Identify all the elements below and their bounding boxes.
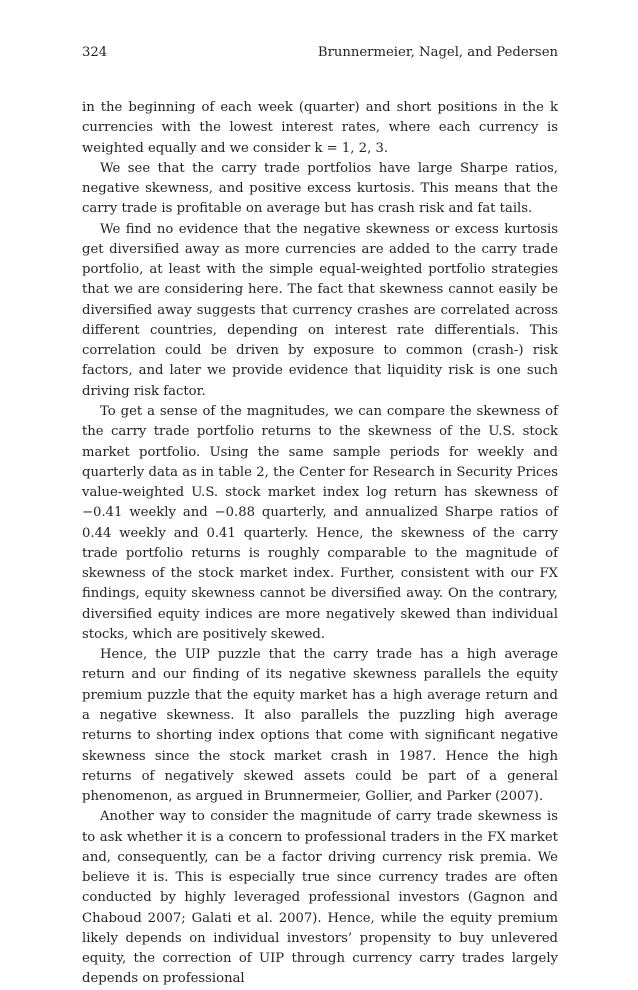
paragraph-2: We see that the carry trade portfolios have large Sharpe ratios, negative skewness, and positive excess kurtosis. This means that the carry trade is profitable on average but has crash risk and fat tails. <box>82 160 558 217</box>
document-page <box>82 44 558 990</box>
paragraph-5: Hence, the UIP puzzle that the carry trade has a high average return and our finding of its negative skewness parallels the equity premium puzzle that the equity market has a high average return and a negative skewness. It also parallels the puzzling high average returns to shorting index options that come with significant negative skewness since the stock market crash in 1987. Hence the high returns of negatively skewed assets could be part of a general phenomenon, as argued in Brunnermeier, Gollier, and Parker (2007). <box>82 647 558 805</box>
running-head <box>82 44 558 62</box>
page-number: 324 <box>82 45 108 60</box>
paragraph-1: in the beginning of each week (quarter) and short positions in the k currencies with the lowest interest rates, where each currency is weighted equally and we consider k = 1, 2, 3. <box>82 100 558 156</box>
body-text <box>82 98 558 990</box>
paragraph-6: Another way to consider the magnitude of carry trade skewness is to ask whether it is a concern to professional traders in the FX market and, consequently, can be a factor driving currency risk premia. We believe it is. This is especially true since currency trades are often conducted by highly leveraged professional investors (Gagnon and Chaboud 2007; Galati et al. 2007). Hence, while the equity premium likely depends on individual investors’ propensity to buy unlevered equity, the correction of UIP through currency carry trades largely depends on professional <box>82 809 558 987</box>
paragraph-3: We find no evidence that the negative skewness or excess kurtosis get diversified away as more currencies are added to the carry trade portfolio, at least with the simple equal-weighted portfolio strategies that we are considering here. The fact that skewness cannot easily be diversified away suggests that currency crashes are correlated across different countries, depending on interest rate differentials. This correlation could be driven by exposure to common (crash-) risk factors, and later we provide evidence that liquidity risk is one such driving risk factor. <box>82 221 558 399</box>
paragraph-4: To get a sense of the magnitudes, we can compare the skewness of the carry trade portfolio returns to the skewness of the U.S. stock market portfolio. Using the same sample periods for weekly and quarterly data as in table 2, the Center for Research in Security Prices value-weighted U.S. stock market index log return has skewness of −0.41 weekly and −0.88 quarterly, and annualized Sharpe ratios of 0.44 weekly and 0.41 quarterly. Hence, the skewness of the carry trade portfolio returns is roughly comparable to the magnitude of skewness of the stock market index. Further, consistent with our FX findings, equity skewness cannot be diversified away. On the contrary, diversified equity indices are more negatively skewed than individual stocks, which are positively skewed. <box>82 403 558 642</box>
running-title: Brunnermeier, Nagel, and Pedersen <box>317 45 558 60</box>
